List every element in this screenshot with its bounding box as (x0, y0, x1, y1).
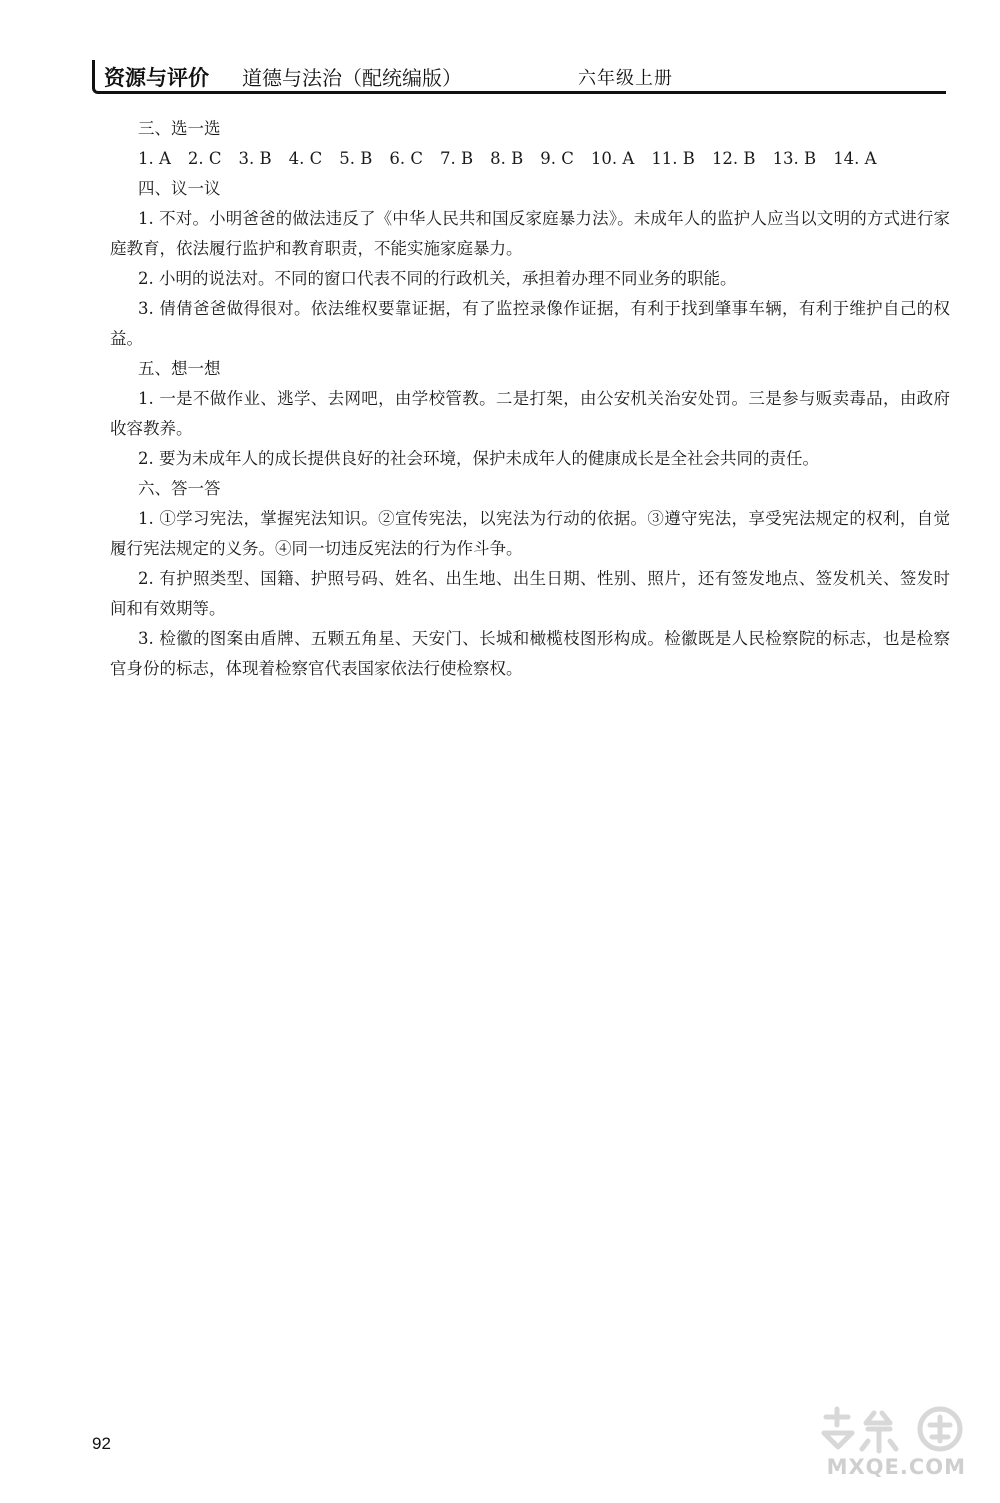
choice-answers (110, 144, 950, 174)
header-grade: 六年级上册 (578, 68, 673, 89)
paragraph: 1. ①学习宪法，掌握宪法知识。②宣传宪法，以宪法为行动的依据。③遵守宪法，享受宪法规定的权利，自觉履行宪法规定的义务。④同一切违反宪法的行为作斗争。 (110, 509, 950, 558)
choice-answer: 4. C (288, 149, 323, 168)
choice-answer: 12. B (711, 149, 756, 168)
header-rule (98, 91, 946, 94)
paragraph: 2. 小明的说法对。不同的窗口代表不同的行政机关，承担着办理不同业务的职能。 (138, 269, 737, 288)
choice-answer: 1. A (138, 149, 171, 168)
paragraph: 2. 有护照类型、国籍、护照号码、姓名、出生地、出生日期、性别、照片，还有签发地点、签发机关、签发时间和有效期等。 (110, 569, 950, 618)
choice-answer: 6. C (389, 149, 424, 168)
paragraph: 3. 检徽的图案由盾牌、五颗五角星、天安门、长城和橄榄枝图形构成。检徽既是人民检察院的标志，也是检察官身份的标志，体现着检察官代表国家依法行使检察权。 (110, 629, 950, 678)
paragraph: 3. 倩倩爸爸做得很对。依法维权要靠证据，有了监控录像作证据，有利于找到肇事车辆，有利于维护自己的权益。 (110, 299, 950, 348)
section-title-4: 四、议一议 (138, 179, 221, 198)
choice-answer: 11. B (651, 149, 695, 168)
section-title-6: 六、答一答 (138, 479, 221, 498)
header-subject: 道德与法治（配统编版） (242, 66, 462, 90)
choice-answer: 9. C (540, 149, 574, 168)
watermark (812, 1403, 972, 1483)
header-brand: 资源与评价 (104, 66, 209, 90)
choice-answer: 3. B (238, 149, 272, 168)
choice-answer: 14. A (833, 149, 877, 168)
choice-answer: 2. C (187, 149, 222, 168)
watermark-text: MXQE.COM (826, 1455, 966, 1479)
choice-answer: 13. B (772, 149, 817, 168)
paragraph: 1. 一是不做作业、逃学、去网吧，由学校管教。二是打架，由公安机关治安处罚。三是参与贩卖毒品，由政府收容教养。 (110, 389, 950, 438)
section-title-5: 五、想一想 (138, 359, 221, 378)
answer-content (110, 114, 950, 684)
choice-answer: 10. A (590, 149, 635, 168)
page-number: 92 (92, 1434, 111, 1453)
paragraph: 2. 要为未成年人的成长提供良好的社会环境，保护未成年人的健康成长是全社会共同的责任。 (138, 449, 819, 468)
section-title-3: 三、选一选 (138, 119, 221, 138)
paragraph: 1. 不对。小明爸爸的做法违反了《中华人民共和国反家庭暴力法》。未成年人的监护人应当以文明的方式进行家庭教育，依法履行监护和教育职责，不能实施家庭暴力。 (110, 209, 950, 258)
header-bracket (92, 60, 98, 94)
choice-answer: 5. B (339, 149, 373, 168)
page-header (92, 60, 946, 94)
choice-answer: 8. B (490, 149, 524, 168)
choice-answer: 7. B (440, 149, 474, 168)
